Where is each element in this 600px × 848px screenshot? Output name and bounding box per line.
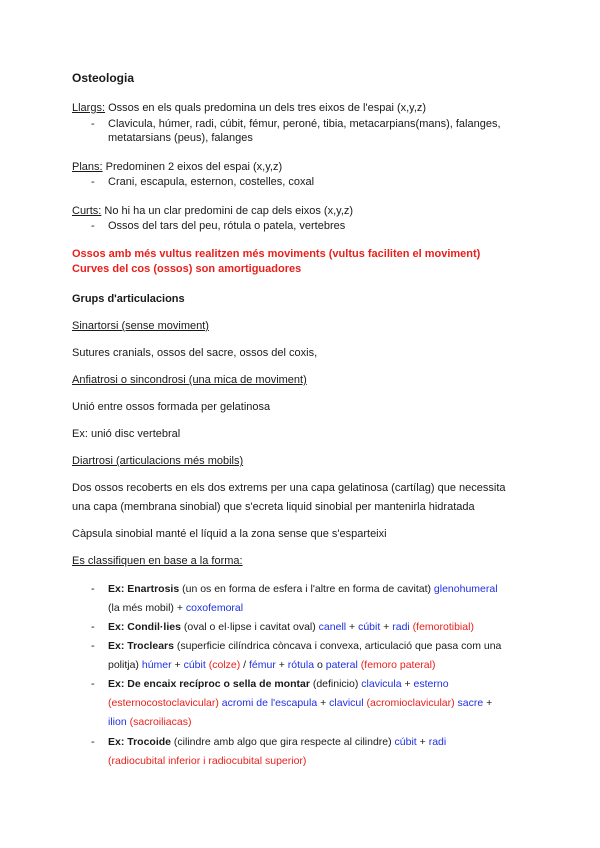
bone-label: Curts: [72,205,102,217]
diartrosi-text-line: una capa (membrana sinobial) que s'ecreta liquid sinobial per mantenirla hidratada [72,501,475,513]
highlight-line: Curves del cos (ossos) son amortiguadores [72,263,302,275]
plus: + [275,659,288,671]
bone-label: Llargs: [72,102,106,114]
joint-name: (sacroiliacas) [126,716,192,728]
joints-heading: Grups d'articulacions [72,293,185,305]
conjunction: o [314,659,326,671]
trocoide-line [108,736,446,749]
dash-marker: - [91,621,95,633]
joint-bone: acromi de l'escapula [218,697,318,709]
joint-bone: clavicul [329,697,364,709]
joint-bone: rótula [287,659,315,671]
form-desc: (un os en forma de esfera i l'altre en forma de cavitat) [179,583,434,595]
joint-bone: sacre [454,697,484,709]
plus: + [171,659,184,671]
troclears-line [108,640,501,653]
form-desc: (la més mobil) + [108,602,186,614]
form-desc: (cilindre amb algo que gira respecte al cilindre) [171,736,395,748]
separator: / [240,659,249,671]
form-name: Ex: De encaix recíproc o sella de montar [108,678,310,690]
joint-bone: clavicula [361,678,402,690]
joint-name: (acromioclavicular) [363,697,455,709]
page-title: Osteologia [72,71,135,85]
bone-desc: Ossos en els quals predomina un dels tres eixos de l'espai (x,y,z) [105,102,427,114]
joint-bone: cúbit [394,736,417,748]
dash-marker: - [91,583,95,595]
joint-name: (colze) [205,659,241,671]
bone-type-short [72,205,353,218]
dash-marker: - [91,118,95,130]
encaix-line [108,678,449,691]
plus: + [346,621,359,633]
encaix-line [108,697,492,710]
joint-bone: coxofemoral [185,602,244,614]
diartrosi-heading: Diartrosi (articulacions més mobils) [72,455,244,467]
joint-bone: húmer [141,659,172,671]
form-desc: (definicio) [309,678,362,690]
joint-name: (radiocubital inferior i radiocubital superior) [108,755,307,767]
bone-items-line: Crani, escapula, esternon, costelles, coxal [108,176,315,188]
joint-name: (esternocostoclavicular) [108,697,219,709]
form-desc: (superficie cilíndrica còncava i convexa, articulació que pasa com una [173,640,502,652]
bone-desc: Predominen 2 eixos del espai (x,y,z) [102,161,283,173]
bone-items-line: Clavicula, húmer, radi, cúbit, fémur, peroné, tibia, metacarpians(mans), falanges, [108,118,501,130]
bone-label: Plans: [72,161,103,173]
bone-type-long [72,102,426,115]
joint-bone: fémur [248,659,276,671]
form-desc: politja) [108,659,142,671]
joint-bone: cúbit [183,659,206,671]
form-classification-heading: Es classifiquen en base a la forma: [72,555,243,567]
form-desc: (oval o el·lipse i cavitat oval) [180,621,319,633]
condilies-line [108,621,474,634]
joint-bone: esterno [413,678,449,690]
enartrosis-line [108,583,498,596]
bone-items-line: Ossos del tars del peu, rótula o patela, vertebres [108,220,346,232]
bone-items-line: metatarsians (peus), falanges [108,132,253,144]
sinartorsi-heading: Sinartorsi (sense moviment) [72,320,209,332]
form-name: Ex: Trocoide [108,736,172,748]
trocoide-line [108,755,306,768]
joint-bone: radi [428,736,447,748]
joint-bone: ilion [108,716,127,728]
form-name: Ex: Troclears [108,640,174,652]
form-name: Ex: Condil·lies [108,621,181,633]
joint-bone: cúbit [358,621,381,633]
plus: + [416,736,429,748]
bone-desc: No hi ha un clar predomini de cap dels eixos (x,y,z) [101,205,354,217]
enartrosis-line [108,602,243,615]
diartrosi-text-line: Dos ossos recoberts en els dos extrems per una capa gelatinosa (cartílag) que necessita [72,482,506,494]
plus: + [483,697,493,709]
joint-name: (femoro pateral) [357,659,436,671]
troclears-line [108,659,435,672]
encaix-line [108,716,191,729]
joint-name: (femorotibial) [409,621,474,633]
plus: + [380,621,393,633]
dash-marker: - [91,220,95,232]
dash-marker: - [91,736,95,748]
plus: + [317,697,330,709]
joint-bone: radi [392,621,410,633]
dash-marker: - [91,176,95,188]
capsule-text: Càpsula sinobial manté el líquid a la zona sense que s'esparteixi [72,528,387,540]
anfiatrosi-example: Ex: unió disc vertebral [72,428,181,440]
joint-bone: canell [318,621,347,633]
dash-marker: - [91,678,95,690]
form-name: Ex: Enartrosis [108,583,180,595]
anfiatrosi-text: Unió entre ossos formada per gelatinosa [72,401,271,413]
plus: + [401,678,414,690]
anfiatrosi-heading: Anfiatrosi o sincondrosi (una mica de moviment) [72,374,307,386]
bone-type-flat [72,161,282,174]
joint-bone: pateral [325,659,358,671]
joint-bone: glenohumeral [433,583,498,595]
sinartorsi-text: Sutures cranials, ossos del sacre, ossos del coxis, [72,347,318,359]
dash-marker: - [91,640,95,652]
highlight-line: Ossos amb més vultus realitzen més moviments (vultus faciliten el moviment) [72,248,481,260]
